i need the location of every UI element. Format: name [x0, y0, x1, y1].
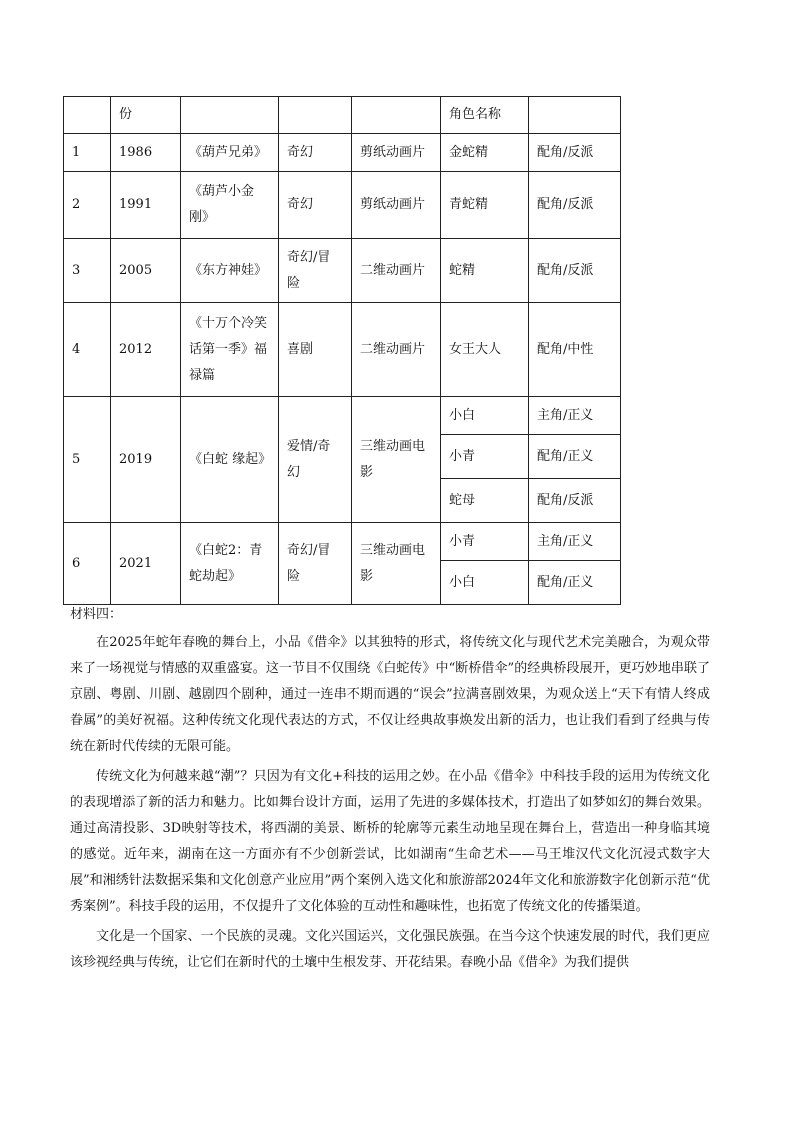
cell-form: 二维动画片: [352, 239, 441, 303]
cell-title: 《白蛇 缘起》: [181, 397, 279, 523]
cell-year: 2019: [111, 397, 181, 523]
cell-role-name: 蛇母: [441, 479, 529, 523]
cell-year: 1986: [111, 134, 181, 172]
cell-role-type: 主角/正义: [529, 523, 621, 561]
cell-form: 二维动画片: [352, 303, 441, 397]
table-row: [64, 172, 621, 239]
cell-no: 2: [64, 172, 111, 239]
cell-no: 1: [64, 134, 111, 172]
cell-form: 剪纸动画片: [352, 134, 441, 172]
cell-role-name: 金蛇精: [441, 134, 529, 172]
cell-role-type: 配角/正义: [529, 561, 621, 605]
cell-title: 《十万个冷笑话第一季》福禄篇: [181, 303, 279, 397]
cell-role-type: 配角/正义: [529, 435, 621, 479]
body-text: [70, 630, 710, 980]
section-heading: 材料四：: [70, 607, 123, 622]
cell-role-type: 配角/反派: [529, 134, 621, 172]
cell-form: 三维动画电影: [352, 523, 441, 605]
cell-role-type: 主角/正义: [529, 397, 621, 435]
cell-genre: 奇幻/冒险: [279, 523, 352, 605]
cell-title: 《东方神娃》: [181, 239, 279, 303]
snake-role-table: [63, 96, 621, 605]
cell-genre: 喜剧: [279, 303, 352, 397]
cell-title: 《葫芦兄弟》: [181, 134, 279, 172]
cell-role-name: 蛇精: [441, 239, 529, 303]
header-cell: [64, 97, 111, 134]
cell-year: 1991: [111, 172, 181, 239]
table-row: [64, 134, 621, 172]
cell-role-name: 小白: [441, 397, 529, 435]
cell-year: 2005: [111, 239, 181, 303]
cell-genre: 奇幻: [279, 134, 352, 172]
table-row: [64, 523, 621, 561]
table-row: [64, 397, 621, 435]
paragraph: 传统文化为何越来越“潮”？只因为有文化+科技的运用之妙。在小品《借伞》中科技手段的运用为传统文化的表现增添了新的活力和魅力。比如舞台设计方面，运用了先进的多媒体技术，打造出了如梦如幻的舞台效果。通过高清投影、3D映射等技术，将西湖的美景、断桥的轮廓等元素生动地呈现在舞台上，营造出一种身临其境的感觉。近年来，湖南在这一方面亦有不少创新尝试，比如湖南“生命艺术——马王堆汉代文化沉浸式数字大展”和湘绣针法数据采集和文化创意产业应用”两个案例入选文化和旅游部2024年文化和旅游数字化创新示范“优秀案例”。科技手段的运用，不仅提升了文化体验的互动性和趣味性，也拓宽了传统文化的传播渠道。: [70, 769, 710, 914]
cell-role-type: 配角/反派: [529, 172, 621, 239]
header-cell: [352, 97, 441, 134]
cell-role-name: 小青: [441, 435, 529, 479]
paragraph: 文化是一个国家、一个民族的灵魂。文化兴国运兴，文化强民族强。在当今这个快速发展的时代，我们更应该珍视经典与传统，让它们在新时代的土壤中生根发芽、开花结果。春晚小品《借伞》为我们提供: [70, 929, 710, 970]
cell-year: 2012: [111, 303, 181, 397]
table-row: [64, 239, 621, 303]
cell-genre: 奇幻: [279, 172, 352, 239]
cell-genre: 爱情/奇幻: [279, 397, 352, 523]
table-body: [64, 97, 621, 605]
cell-form: 三维动画电影: [352, 397, 441, 523]
cell-role-name: 女王大人: [441, 303, 529, 397]
cell-role-name: 小青: [441, 523, 529, 561]
paragraph: 在2025年蛇年春晚的舞台上，小品《借伞》以其独特的形式，将传统文化与现代艺术完美融合，为观众带来了一场视觉与情感的双重盛宴。这一节目不仅围绕《白蛇传》中“断桥借伞”的经典桥段展开，更巧妙地串联了京剧、粤剧、川剧、越剧四个剧种，通过一连串不期而遇的“误会”拉满喜剧效果，为观众送上“天下有情人终成眷属”的美好祝福。这种传统文化现代表达的方式，不仅让经典故事焕发出新的活力，也让我们看到了经典与传统在新时代传续的无限可能。: [70, 635, 710, 754]
cell-no: 5: [64, 397, 111, 523]
header-cell: [181, 97, 279, 134]
header-cell: [279, 97, 352, 134]
cell-title: 《白蛇2：青蛇劫起》: [181, 523, 279, 605]
cell-role-type: 配角/中性: [529, 303, 621, 397]
cell-form: 剪纸动画片: [352, 172, 441, 239]
cell-genre: 奇幻/冒险: [279, 239, 352, 303]
table-header-row: [64, 97, 621, 134]
table-row: [64, 303, 621, 397]
cell-no: 6: [64, 523, 111, 605]
cell-role-name: 小白: [441, 561, 529, 605]
cell-year: 2021: [111, 523, 181, 605]
header-cell: 份: [111, 97, 181, 134]
cell-no: 3: [64, 239, 111, 303]
header-cell: 角色名称: [441, 97, 529, 134]
cell-role-name: 青蛇精: [441, 172, 529, 239]
cell-role-type: 配角/反派: [529, 479, 621, 523]
cell-no: 4: [64, 303, 111, 397]
header-cell: [529, 97, 621, 134]
cell-title: 《葫芦小金刚》: [181, 172, 279, 239]
cell-role-type: 配角/反派: [529, 239, 621, 303]
